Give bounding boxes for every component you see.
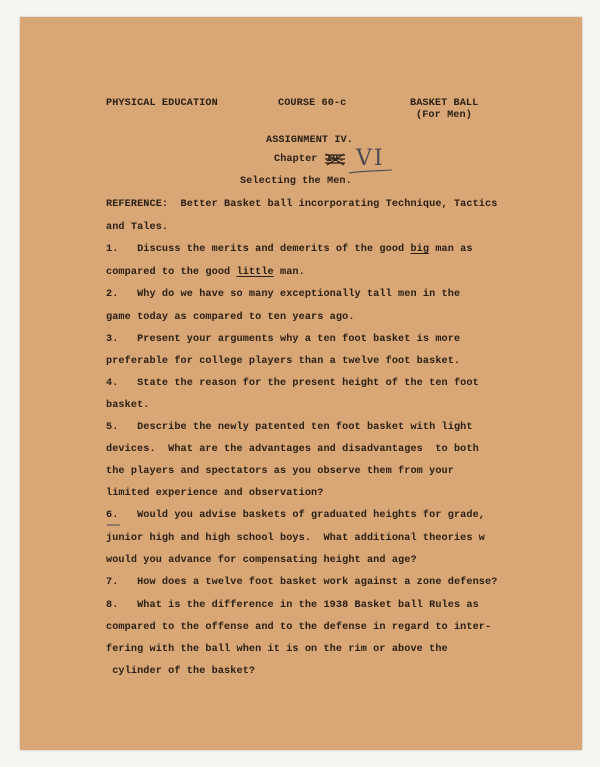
question-6-line-3: would you advance for compensating height and age? — [106, 555, 417, 566]
chapter-label: Chapter — [274, 154, 318, 165]
question-8-line-4: cylinder of the basket? — [106, 666, 256, 677]
question-7-line-1: 7. How does a twelve foot basket work against a zone defense? — [106, 577, 498, 588]
question-8-line-1: 8. What is the difference in the 1938 Basket ball Rules as — [106, 600, 479, 611]
underlined-word-big: big — [410, 244, 430, 255]
strike-scribble — [324, 152, 346, 168]
reference-line-1: REFERENCE: Better Basket ball incorporating Technique, Tactics — [106, 199, 498, 210]
question-4-line-1: 4. State the reason for the present height of the ten foot — [106, 378, 479, 389]
question-3-line-2: preferable for college players than a twelve foot basket. — [106, 356, 461, 367]
section-subtitle: Selecting the Men. — [240, 176, 352, 187]
audience-label: (For Men) — [416, 110, 472, 121]
question-5-line-2: devices. What are the advantages and disadvantages to both — [106, 444, 479, 455]
underlined-word-little: little — [236, 267, 274, 278]
question-6-line-1: 6. Would you advise baskets of graduated heights for grade, — [106, 510, 486, 521]
question-4-line-2: basket. — [106, 400, 150, 411]
question-8-line-2: compared to the offense and to the defense in regard to inter- — [106, 622, 492, 633]
chapter-struck-number: IV. — [326, 154, 345, 165]
question-6-line-2: junior high and high school boys. What additional theories w — [106, 533, 486, 544]
question-2-line-1: 2. Why do we have so many exceptionally tall men in the — [106, 289, 461, 300]
assignment-title: ASSIGNMENT IV. — [266, 135, 353, 146]
question-1-line-1: 1. Discuss the merits and demerits of the good big man as — [106, 244, 473, 255]
department-heading: PHYSICAL EDUCATION — [106, 98, 218, 109]
question-8-line-3: fering with the ball when it is on the rim or above the — [106, 644, 448, 655]
question-1-line-2: compared to the good little man. — [106, 267, 305, 278]
handwritten-chapter: VI — [356, 146, 385, 171]
question-3-line-1: 3. Present your arguments why a ten foot basket is more — [106, 334, 461, 345]
course-number: COURSE 60-c — [278, 98, 347, 109]
pencil-mark — [106, 523, 122, 527]
handwritten-underline — [348, 168, 394, 176]
question-5-line-1: 5. Describe the newly patented ten foot basket with light — [106, 422, 473, 433]
question-5-line-4: limited experience and observation? — [106, 488, 324, 499]
reference-line-2: and Tales. — [106, 222, 169, 233]
question-2-line-2: game today as compared to ten years ago. — [106, 312, 355, 323]
sport-heading: BASKET BALL — [410, 98, 479, 109]
question-5-line-3: the players and spectators as you observe them from your — [106, 466, 454, 477]
